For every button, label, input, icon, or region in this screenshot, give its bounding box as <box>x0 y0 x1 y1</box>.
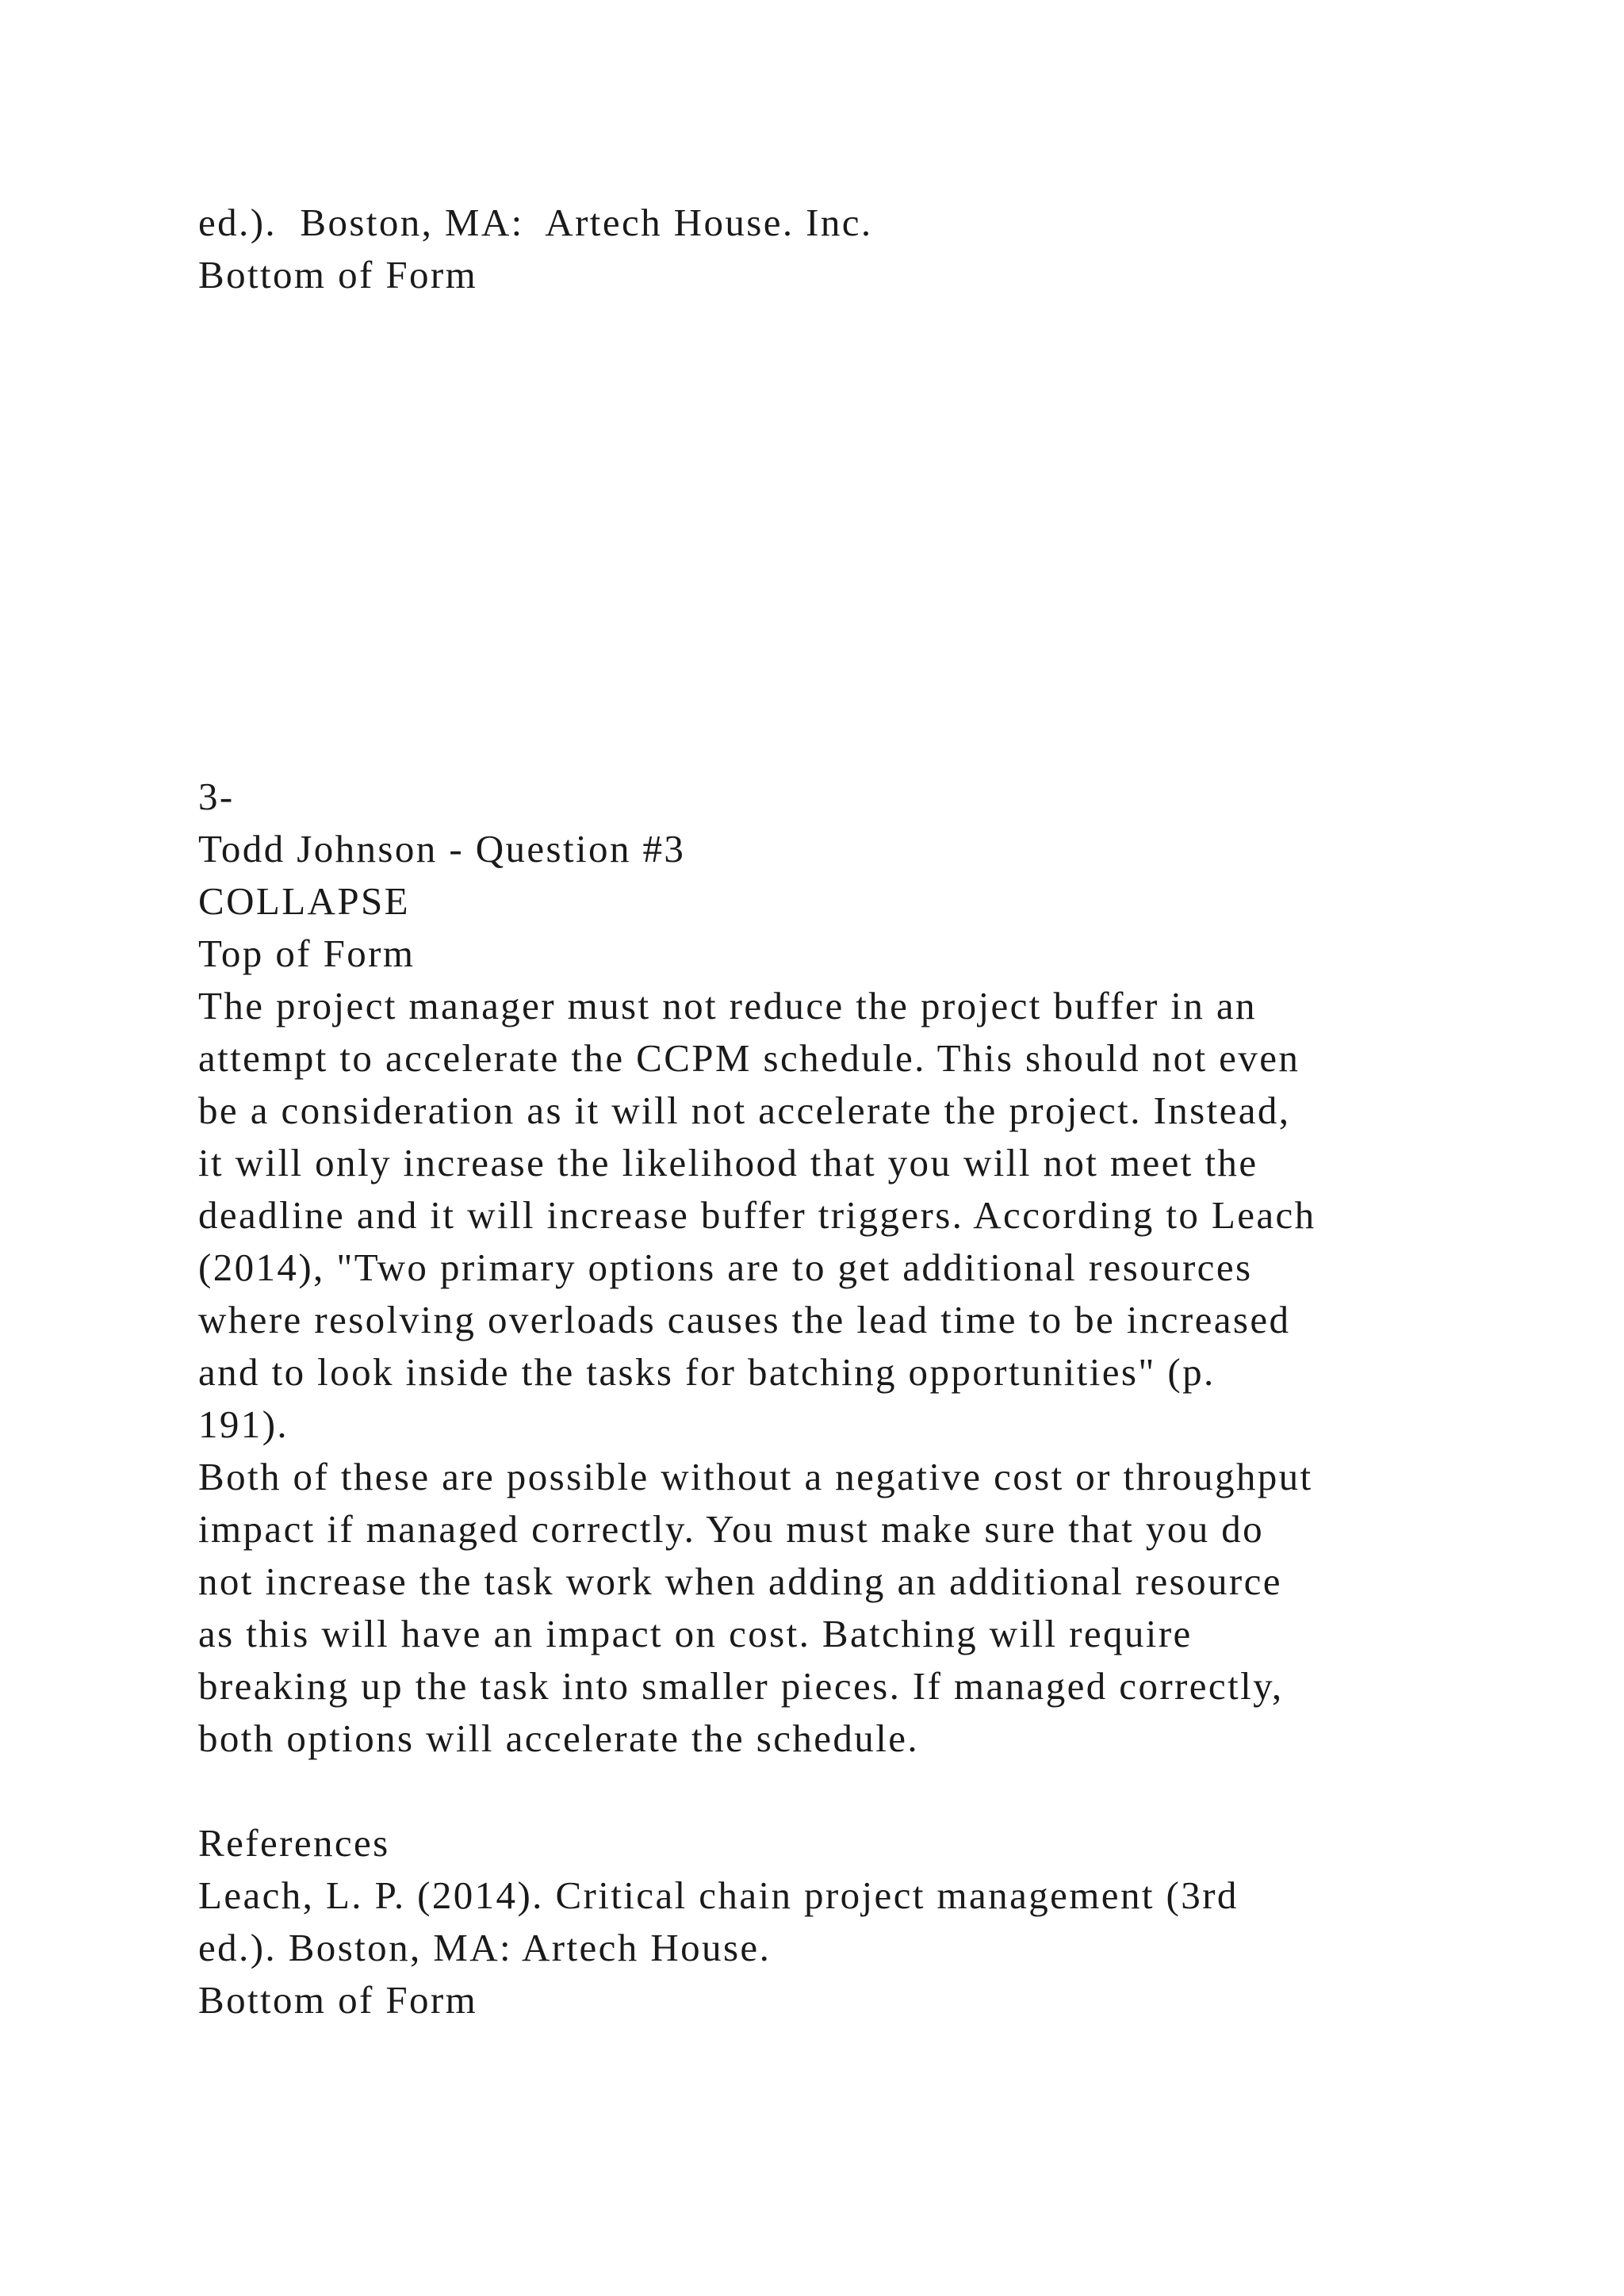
post-title: Todd Johnson - Question #3 <box>198 827 686 871</box>
references-heading: References <box>198 1821 390 1865</box>
body-line: impact if managed correctly. You must make sure that you do <box>198 1507 1265 1551</box>
bottom-of-form-label: Bottom of Form <box>198 1978 478 2022</box>
reference-line: ed.). Boston, MA: Artech House. <box>198 1926 772 1969</box>
body-line: it will only increase the likelihood that you will not meet the <box>198 1141 1258 1184</box>
body-line: 191). <box>198 1402 289 1446</box>
top-of-form-label: Top of Form <box>198 932 416 975</box>
reference-line: Leach, L. P. (2014). Critical chain project management (3rd <box>198 1873 1239 1917</box>
body-line: not increase the task work when adding an additional resource <box>198 1559 1282 1603</box>
body-line: as this will have an impact on cost. Batching will require <box>198 1612 1193 1655</box>
collapse-link[interactable]: COLLAPSE <box>198 879 410 923</box>
body-line: attempt to accelerate the CCPM schedule. This should not even <box>198 1036 1300 1080</box>
post-number: 3- <box>198 775 235 818</box>
body-line: (2014), "Two primary options are to get additional resources <box>198 1246 1253 1289</box>
body-line: breaking up the task into smaller pieces. If managed correctly, <box>198 1664 1284 1708</box>
body-line: both options will accelerate the schedule. <box>198 1716 920 1760</box>
body-line: and to look inside the tasks for batching opportunities" (p. <box>198 1350 1216 1394</box>
body-line: be a consideration as it will not accelerate the project. Instead, <box>198 1089 1291 1132</box>
body-line: where resolving overloads causes the lead time to be increased <box>198 1298 1291 1341</box>
body-line: Both of these are possible without a negative cost or throughput <box>198 1455 1313 1498</box>
body-line: The project manager must not reduce the project buffer in an <box>198 984 1257 1027</box>
citation-tail: ed.). Boston, MA: Artech House. Inc. <box>198 201 873 244</box>
body-line: deadline and it will increase buffer triggers. According to Leach <box>198 1193 1316 1237</box>
bottom-of-form-label: Bottom of Form <box>198 253 478 297</box>
